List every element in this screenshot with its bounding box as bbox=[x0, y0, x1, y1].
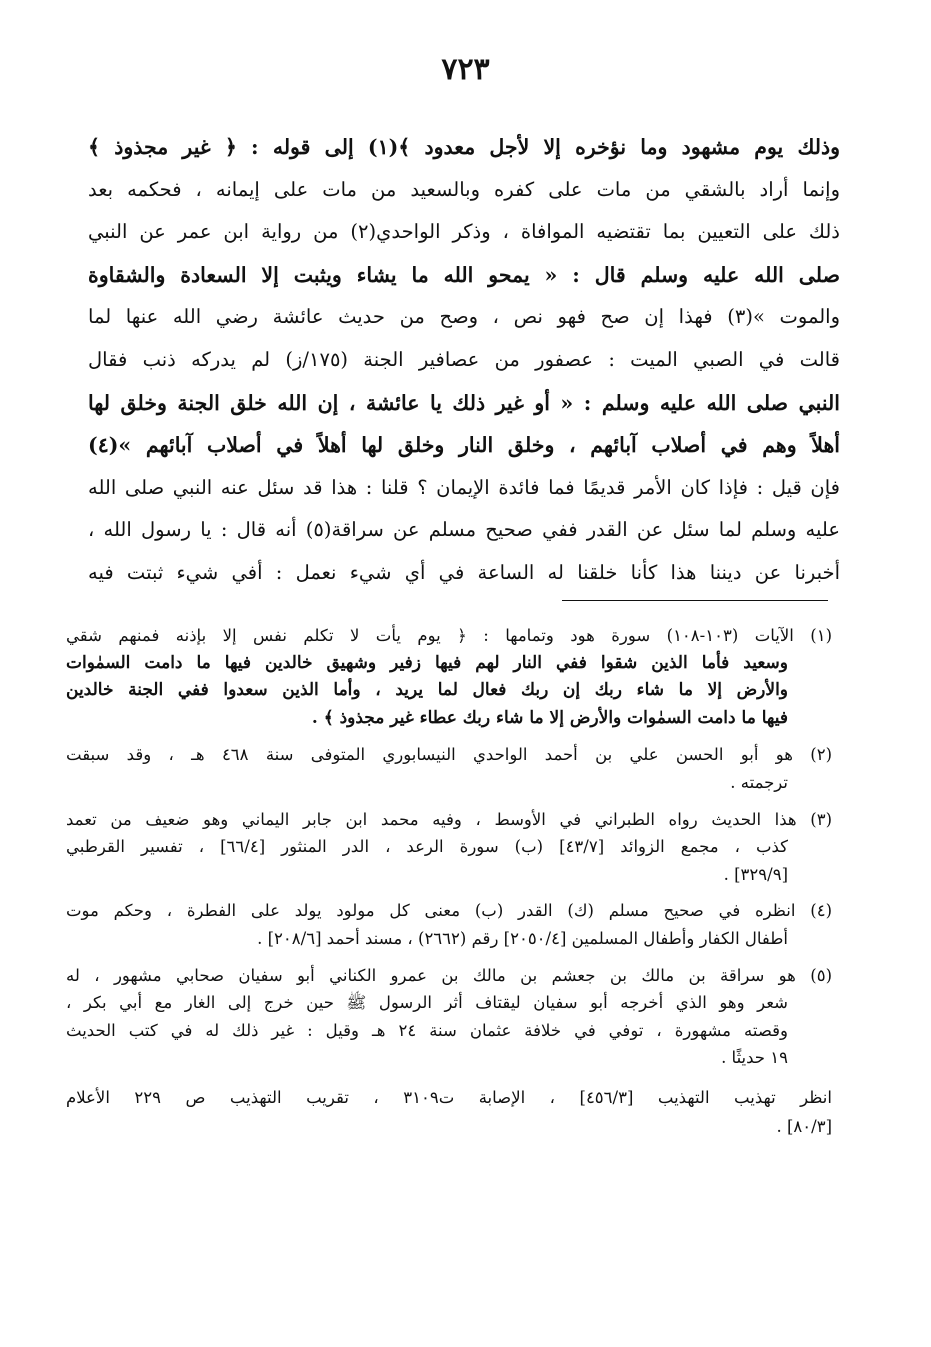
footnote-line: كذب ، مجمع الزوائد [٤٣/٧] (ب) سورة الرعد ، الدر المنثور [٦٦/٤] ، تفسير القرطبي bbox=[66, 837, 788, 857]
body-line: أهلاً وهم في أصلاب آبائهم ، وخلق النار وخلق لها أهلاً في أصلاب آبائهم »(٤) bbox=[88, 433, 840, 458]
body-line: عليه وسلم لما سئل عن القدر ففي صحيح مسلم عن سراقة(٥) أنه قال : يا رسول الله ، bbox=[88, 518, 840, 542]
body-line: النبي صلى الله عليه وسلم : « أو غير ذلك يا عائشة ، إن الله خلق الجنة وخلق لها bbox=[88, 390, 840, 415]
footnote-line: (١) الآيات (١٠٣-١٠٨) سورة هود وتمامها : ﴿ يوم يأت لا تكلم نفس إلا بإذنه فمنهم شقي bbox=[66, 626, 832, 645]
footnote-line: (٤) انظره في صحيح مسلم (ك) القدر (ب) معنى كل مولود يولد على الفطرة ، وحكم موت bbox=[66, 901, 832, 921]
footnote-line: ١٩ حديثًا . bbox=[721, 1048, 788, 1068]
body-line: وإنما أراد بالشقي من مات على كفره وبالسعيد من مات على إيمانه ، فحكمه بعد bbox=[88, 177, 840, 201]
footnote bbox=[66, 741, 832, 796]
body-line: ذلك على التعيين بما تقتضيه الموافاة ، وذكر الواحدي(٢) من رواية ابن عمر عن النبي bbox=[88, 220, 840, 244]
footnote-line: ترجمته . bbox=[730, 772, 788, 792]
page-number: ٧٢٣ bbox=[441, 52, 490, 87]
footnote-line: وسعيد فأما الذين شقوا ففي النار لهم فيها زفير وشهيق خالدين فيها ما دامت السمٰوات bbox=[66, 652, 788, 673]
footnote-line: شعر وهو الذي أخرجه أبو سفيان ليقتاف أثر الرسول ﷺ حين خرج إلى الغار مع أبي بكر ، bbox=[66, 993, 788, 1013]
footnote bbox=[66, 806, 832, 889]
footnote bbox=[66, 897, 832, 952]
footnote-line: وقصته مشهورة ، توفي في خلافة عثمان سنة ٢٤ هـ وقيل : غير ذلك له في كتب الحديث bbox=[66, 1020, 788, 1040]
footnote-line: والأرض إلا ما شاء ربك إن ربك فعال لما يريد ، وأما الذين سعدوا ففي الجنة خالدين bbox=[66, 680, 788, 701]
reference-line: [٨٠/٣] . bbox=[776, 1116, 832, 1136]
footnote-line: [٣٢٩/٩] . bbox=[723, 864, 788, 884]
body-line: والموت »(٣) فهذا إن صح فهو نص ، وصح من حديث عائشة رضي الله عنها لما bbox=[88, 305, 840, 329]
main-text bbox=[88, 126, 840, 595]
footnote bbox=[66, 622, 832, 732]
body-line: صلى الله عليه وسلم قال : « يمحو الله ما يشاء ويثبت إلا السعادة والشقاوة bbox=[88, 262, 840, 287]
footnote-separator bbox=[562, 600, 828, 601]
footnote-line: فيها ما دامت السمٰوات والأرض إلا ما شاء ربك عطاء غير مجذوذ ﴾ . bbox=[311, 707, 788, 728]
body-line: فإن قيل : فإذا كان الأمر قديمًا فما فائدة الإيمان ؟ قلنا : هذا قد سئل عنه النبي صلى الله bbox=[88, 475, 840, 499]
body-line: أخبرنا عن ديننا هذا كأنا خلقنا له الساعة في أي شيء نعمل : أفي شيء ثبتت فيه bbox=[88, 560, 840, 584]
reference-line: انظر تهذيب التهذيب [٤٥٦/٣] ، الإصابة ت٣١٠٩ ، تقريب التهذيب ص ٢٢٩ الأعلام bbox=[66, 1087, 832, 1107]
footnote bbox=[66, 962, 832, 1072]
footnote-line: أطفال الكفار وأطفال المسلمين [٢٠٥٠/٤] رقم (٢٦٦٢) ، مسند أحمد [٢٠٨/٦] . bbox=[257, 928, 788, 948]
body-line: قالت في الصبي الميت : عصفور من عصافير الجنة (١٧٥/ز) لم يدركه ذنب فقال bbox=[88, 347, 840, 371]
reference-note bbox=[66, 1084, 832, 1141]
footnote-line: (٣) هذا الحديث رواه الطبراني في الأوسط ، وفيه محمد ابن جابر اليماني وهو ضعيف من تعمد bbox=[66, 809, 832, 829]
body-line: وذلك يوم مشهود وما نؤخره إلا لأجل معدود ﴾(١) إلى قوله : ﴿ غير مجذوذ ﴾ bbox=[88, 135, 840, 159]
footnote-line: (٥) هو سراقة بن مالك بن جعشم بن مالك بن عمرو الكناني أبو سفيان صحابي مشهور ، له bbox=[66, 965, 832, 985]
footnote-line: (٢) هو أبو الحسن علي بن أحمد الواحدي النيسابوري المتوفى سنة ٤٦٨ هـ ، وقد سبقت bbox=[66, 745, 832, 765]
footnotes bbox=[66, 622, 832, 1141]
